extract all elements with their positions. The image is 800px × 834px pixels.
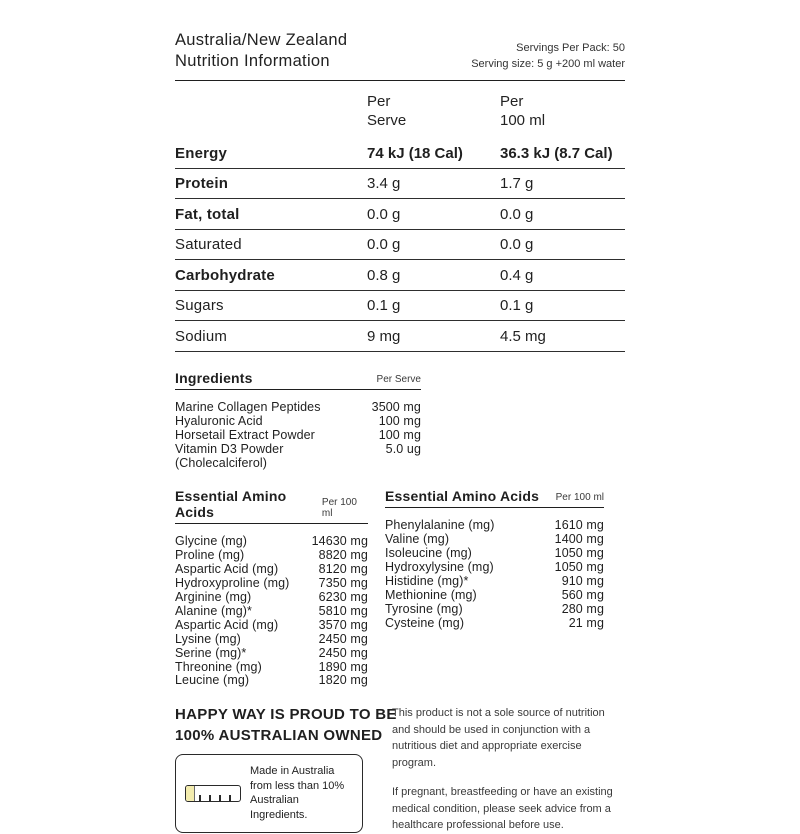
page-title (175, 30, 347, 73)
amino-row (175, 647, 368, 661)
amino-name: Proline (mg) (175, 548, 245, 563)
ingredient-name: Horsetail Extract Powder (175, 427, 315, 442)
per-serve-header-line2: Serve (367, 111, 407, 129)
amino-name: Lysine (mg) (175, 631, 241, 646)
amino-amount: 6230 mg (318, 590, 368, 605)
per-100ml-value: 4.5 mg (500, 327, 546, 345)
table-row-protein (175, 169, 625, 200)
per-100ml-value: 1.7 g (500, 175, 534, 193)
ingredients-heading: Ingredients (175, 369, 253, 386)
amino-row (175, 535, 368, 549)
per-serve-value: 3.4 g (367, 175, 401, 193)
per-100ml-value: 0.0 g (500, 236, 534, 254)
nutrient-label: Carbohydrate (175, 266, 275, 284)
nutrition-table-header (175, 93, 625, 139)
ingredient-amount: 3500 mg (371, 399, 421, 414)
ingredient-name: Vitamin D3 Powder (Cholecalciferol) (175, 441, 284, 470)
page-title-line2: Nutrition Information (175, 52, 330, 71)
page-title-line1: Australia/New Zealand (175, 31, 348, 49)
amino-name: Glycine (mg) (175, 534, 248, 549)
ingredient-amount: 100 mg (378, 427, 421, 442)
gauge-tick (229, 795, 231, 801)
amino-amount: 21 mg (568, 615, 604, 630)
gauge-fill-10-percent (186, 786, 195, 801)
amino-acids-column-right (385, 488, 604, 688)
label-content (175, 30, 625, 834)
ingredient-row (175, 401, 421, 415)
amino-row (385, 617, 604, 631)
amino-name: Hydroxyproline (mg) (175, 576, 290, 591)
per-100ml-value: 0.0 g (500, 205, 534, 223)
amino-amount: 1610 mg (554, 518, 604, 533)
ingredients-section (175, 370, 421, 471)
per-100ml-column-header (500, 93, 625, 139)
table-row-carbohydrate (175, 260, 625, 291)
amino-row (385, 533, 604, 547)
per-serve-value: 0.8 g (367, 266, 401, 284)
made-in-australia-text: Made in Australia from less than 10% Australian Ingredients. (250, 764, 345, 822)
table-row-sodium (175, 321, 625, 352)
ingredient-row (175, 429, 421, 443)
amino-right-list (385, 519, 604, 630)
per-serve-value: 0.0 g (367, 205, 401, 223)
amino-left-list (175, 535, 368, 688)
disclaimer-nutrition: This product is not a sole source of nutrition and should be used in conjunction with a nutritious diet and appropriate exercise program. (392, 707, 605, 769)
ingredients-header (175, 370, 421, 390)
nutrient-label: Sodium (175, 327, 228, 345)
amino-amount: 7350 mg (318, 576, 368, 591)
amino-row (175, 605, 368, 619)
footer-left (175, 705, 397, 834)
amino-left-unit-label: Per 100 ml (321, 497, 357, 520)
amino-amount: 14630 mg (311, 534, 368, 549)
amino-amount: 560 mg (561, 587, 604, 602)
amino-row (385, 589, 604, 603)
amino-name: Phenylalanine (mg) (385, 518, 495, 533)
header (175, 30, 625, 81)
amino-name: Methionine (mg) (385, 587, 477, 602)
gauge-tick (219, 795, 221, 801)
amino-amount: 1050 mg (554, 546, 604, 561)
per-serve-value: 0.0 g (367, 236, 401, 254)
nutrient-label: Saturated (175, 236, 242, 254)
amino-amount: 280 mg (561, 601, 604, 616)
amino-row (385, 575, 604, 589)
amino-name: Threonine (mg) (175, 659, 262, 674)
per-serve-value: 9 mg (367, 327, 401, 345)
ingredient-name: Marine Collagen Peptides (175, 399, 321, 414)
amino-amount: 1050 mg (554, 560, 604, 575)
amino-row (175, 563, 368, 577)
per-100ml-header-line1: Per (500, 92, 524, 110)
amino-row (385, 547, 604, 561)
amino-left-header (175, 488, 368, 524)
amino-name: Tyrosine (mg) (385, 601, 463, 616)
per-100ml-value: 0.1 g (500, 297, 534, 315)
per-serve-column-header (367, 93, 500, 139)
serving-info (471, 40, 625, 73)
amino-row (175, 577, 368, 591)
table-row-fat-total (175, 199, 625, 230)
amino-name: Hydroxylysine (mg) (385, 560, 494, 575)
ingredient-amount: 5.0 ug (385, 441, 421, 456)
amino-amount: 5810 mg (318, 603, 368, 618)
table-row-energy (175, 138, 625, 169)
amino-acids-section (175, 488, 625, 688)
per-serve-header-line1: Per (367, 92, 391, 110)
amino-amount: 910 mg (561, 574, 604, 589)
nutrient-label: Fat, total (175, 205, 240, 223)
servings-per-pack: Servings Per Pack: 50 (516, 41, 625, 54)
per-serve-value: 74 kJ (18 Cal) (367, 144, 463, 162)
amino-row (385, 561, 604, 575)
amino-amount: 1400 mg (554, 532, 604, 547)
nutrition-table (175, 93, 625, 352)
amino-name: Aspartic Acid (mg) (175, 617, 279, 632)
amino-row (175, 633, 368, 647)
amino-acids-column-left (175, 488, 368, 688)
amino-amount: 8820 mg (318, 548, 368, 563)
amino-row (175, 619, 368, 633)
amino-row (175, 549, 368, 563)
ingredient-gauge-icon (185, 785, 241, 802)
amino-amount: 2450 mg (318, 645, 368, 660)
per-serve-value: 0.1 g (367, 297, 401, 315)
amino-row (175, 674, 368, 688)
nutrient-label: Energy (175, 144, 228, 162)
amino-amount: 1890 mg (318, 659, 368, 674)
ingredient-row (175, 443, 421, 471)
amino-name: Cysteine (mg) (385, 615, 465, 630)
amino-right-unit-label: Per 100 ml (555, 492, 604, 504)
serving-size: Serving size: 5 g +200 ml water (471, 58, 625, 71)
disclaimer-medical: If pregnant, breastfeeding or have an existing medical condition, please seek advice from a healthcare professional before use. (392, 786, 613, 832)
gauge-tick (199, 795, 201, 801)
amino-name: Arginine (mg) (175, 590, 252, 605)
table-row-saturated (175, 230, 625, 261)
amino-name: Serine (mg)* (175, 645, 247, 660)
amino-name: Isoleucine (mg) (385, 546, 472, 561)
amino-left-heading: Essential Amino Acids (175, 488, 287, 521)
amino-right-heading: Essential Amino Acids (385, 488, 540, 505)
amino-name: Alanine (mg)* (175, 603, 253, 618)
table-row-sugars (175, 291, 625, 322)
amino-amount: 1820 mg (318, 673, 368, 688)
amino-name: Aspartic Acid (mg) (175, 562, 279, 577)
gauge-tick (209, 795, 211, 801)
made-in-australia-badge (175, 754, 363, 833)
nutrient-label: Sugars (175, 297, 224, 315)
ingredients-unit-label: Per Serve (376, 373, 421, 385)
footer-right (392, 705, 625, 834)
footer (175, 705, 625, 834)
nutrient-column-spacer (175, 93, 367, 139)
amino-row (385, 603, 604, 617)
amino-amount: 2450 mg (318, 631, 368, 646)
amino-amount: 8120 mg (318, 562, 368, 577)
amino-row (175, 661, 368, 675)
amino-name: Valine (mg) (385, 532, 450, 547)
australian-owned-headline (175, 705, 397, 746)
per-100ml-value: 36.3 kJ (8.7 Cal) (500, 144, 613, 162)
nutrient-label: Protein (175, 175, 229, 193)
per-100ml-header-line2: 100 ml (500, 111, 546, 129)
amino-row (175, 591, 368, 605)
amino-right-header (385, 488, 604, 508)
headline-line1: HAPPY WAY IS PROUD TO BE (175, 706, 397, 724)
ingredient-row (175, 415, 421, 429)
amino-amount: 3570 mg (318, 617, 368, 632)
ingredient-amount: 100 mg (378, 413, 421, 428)
amino-name: Leucine (mg) (175, 673, 250, 688)
headline-line2: 100% AUSTRALIAN OWNED (175, 727, 383, 745)
ingredients-list (175, 401, 421, 471)
amino-name: Histidine (mg)* (385, 574, 469, 589)
amino-row (385, 519, 604, 533)
per-100ml-value: 0.4 g (500, 266, 534, 284)
ingredient-name: Hyaluronic Acid (175, 413, 263, 428)
